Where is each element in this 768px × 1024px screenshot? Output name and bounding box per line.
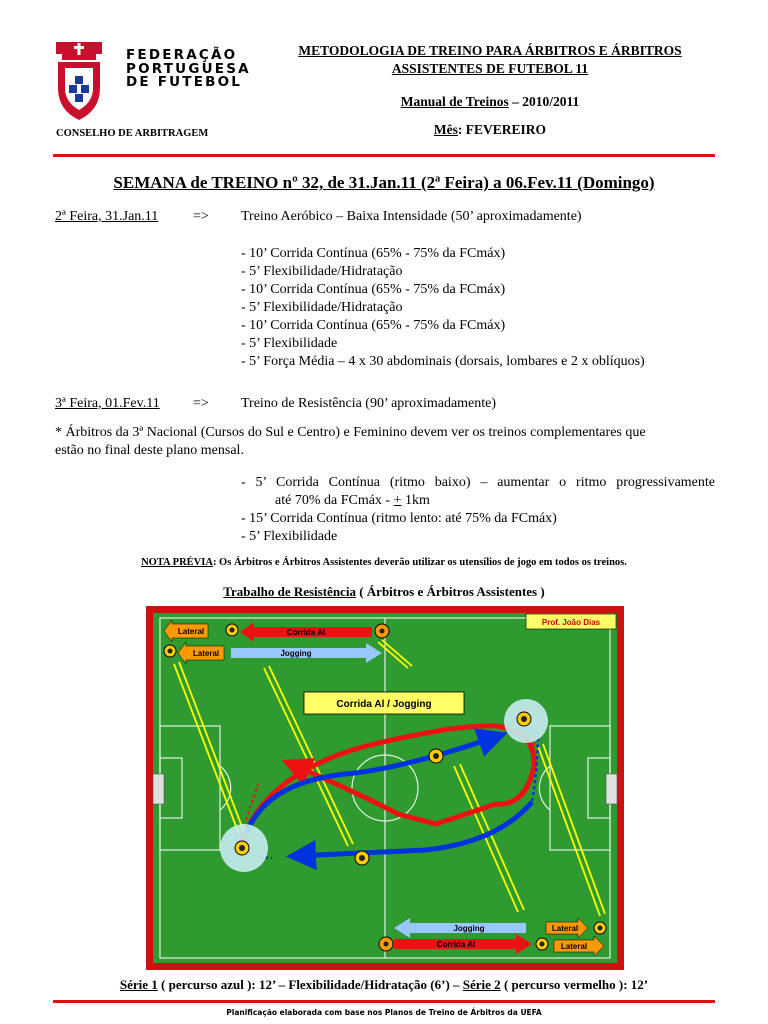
series2-desc: ( percurso vermelho ): 12’ xyxy=(500,977,649,992)
federation-name xyxy=(126,49,251,90)
day2-list xyxy=(241,474,715,546)
lateral-label: Lateral xyxy=(551,924,579,933)
council-name: CONSELHO DE ARBITRAGEM xyxy=(56,128,209,139)
list-item: - 5’ Corrida Contínua (ritmo baixo) – aumentar o ritmo progressivamente xyxy=(241,475,715,490)
federation-line-3: DE FUTEBOL xyxy=(126,74,243,90)
manual-line xyxy=(250,94,730,110)
series1-label: Série 1 xyxy=(119,977,158,992)
section-title xyxy=(0,584,768,600)
manual-label: Manual de Treinos xyxy=(400,94,509,109)
jogging-label: Jogging xyxy=(453,924,485,933)
prior-note xyxy=(0,557,768,568)
referee-icon xyxy=(517,712,531,726)
doc-title-line2: ASSISTENTES DE FUTEBOL 11 xyxy=(391,61,589,76)
section-title-text: Trabalho de Resistência xyxy=(223,584,356,599)
right-goal xyxy=(606,774,617,804)
training-pitch-diagram xyxy=(146,606,624,970)
prior-note-text: : Os Árbitros e Árbitros Assistentes deverão utilizar os utensílios de jogo em todos os treinos. xyxy=(212,557,627,568)
list-item-text: 1km xyxy=(401,493,430,508)
referee-icon xyxy=(355,851,369,865)
day1-title: Treino Aeróbico – Baixa Intensidade (50’ aproximadamente) xyxy=(241,209,582,224)
assistant-icon xyxy=(379,937,393,951)
assistant-icon xyxy=(375,624,389,638)
list-item: - 5’ Flexibilidade/Hidratação xyxy=(241,264,403,279)
day2-remark-line2: estão no final deste plano mensal. xyxy=(55,443,244,458)
month-line xyxy=(250,122,730,138)
header-divider xyxy=(53,154,715,157)
plus-minus-sign: + xyxy=(393,493,402,508)
day2-remark-line1: * Árbitros da 3ª Nacional (Cursos do Sul e Centro) e Feminino devem ver os treinos complementares que xyxy=(55,425,646,440)
week-title-text: SEMANA de TREINO nº 32, de 31.Jan.11 (2ª Feira) a 06.Fev.11 (Domingo) xyxy=(113,173,655,192)
list-item: - 5’ Força Média – 4 x 30 abdominais (dorsais, lombares e 2 x oblíquos) xyxy=(241,354,645,369)
jogging-label: Jogging xyxy=(280,649,312,658)
manual-year: – 2010/2011 xyxy=(512,94,580,109)
list-item: - 10’ Corrida Contínua (65% - 75% da FCmáx) xyxy=(241,246,506,261)
referee-icon xyxy=(429,749,443,763)
referee-icon xyxy=(235,841,249,855)
day2-date: 3ª Feira, 01.Fev.11 xyxy=(55,396,160,411)
list-item: - 5’ Flexibilidade/Hidratação xyxy=(241,300,403,315)
doc-title-line1: METODOLOGIA DE TREINO PARA ÁRBITROS E ÁRBITROS xyxy=(298,43,682,58)
list-item: - 15’ Corrida Contínua (ritmo lento: até 75% da FCmáx) xyxy=(241,511,557,526)
corrida-label: Corrida Al xyxy=(286,628,326,637)
list-item-text: até 70% da FCmáx - xyxy=(275,493,394,508)
assistant-icon xyxy=(164,645,176,657)
left-goal xyxy=(153,774,164,804)
assistant-icon xyxy=(536,938,548,950)
list-item: - 5’ Flexibilidade xyxy=(241,336,338,351)
federation-line-1: FEDERAÇÃO xyxy=(126,47,238,63)
corrida-label: Corrida Al xyxy=(436,940,476,949)
assistant-icon xyxy=(594,922,606,934)
month-label: Mês xyxy=(433,122,458,137)
day1-list xyxy=(241,245,645,371)
day1-date: 2ª Feira, 31.Jan.11 xyxy=(55,209,159,224)
lateral-label: Lateral xyxy=(192,649,220,658)
series-summary xyxy=(0,977,768,993)
week-title xyxy=(0,173,768,193)
center-label: Corrida Al / Jogging xyxy=(336,699,432,710)
series-middle: – Flexibilidade/Hidratação (6’) – xyxy=(275,977,463,992)
federation-crest-logo xyxy=(52,40,106,122)
series1-desc: ( percurso azul ): 12’ xyxy=(157,977,276,992)
assistant-icon xyxy=(226,624,238,636)
day2-title: Treino de Resistência (90’ aproximadamente) xyxy=(241,396,497,411)
prior-note-label: NOTA PRÉVIA xyxy=(141,557,213,568)
footer-text: Planificação elaborada com base nos Planos de Treino de Árbitros da UEFA xyxy=(226,1008,542,1017)
month-value: : FEVEREIRO xyxy=(457,122,547,137)
day2-arrow: => xyxy=(193,396,209,411)
list-item: - 5’ Flexibilidade xyxy=(241,529,338,544)
footer-divider xyxy=(53,1000,715,1003)
federation-line-2: PORTUGUESA xyxy=(126,60,251,77)
section-subtitle: ( Árbitros e Árbitros Assistentes ) xyxy=(355,584,545,599)
day2-remark xyxy=(55,424,735,460)
list-item: - 10’ Corrida Contínua (65% - 75% da FCmáx) xyxy=(241,318,506,333)
series2-label: Série 2 xyxy=(462,977,501,992)
list-item: - 10’ Corrida Contínua (65% - 75% da FCmáx) xyxy=(241,282,506,297)
day1-arrow: => xyxy=(193,209,209,224)
lateral-label: Lateral xyxy=(177,627,205,636)
author-name: Prof. João Dias xyxy=(541,618,601,627)
list-item xyxy=(241,492,715,510)
lateral-label: Lateral xyxy=(560,942,588,951)
